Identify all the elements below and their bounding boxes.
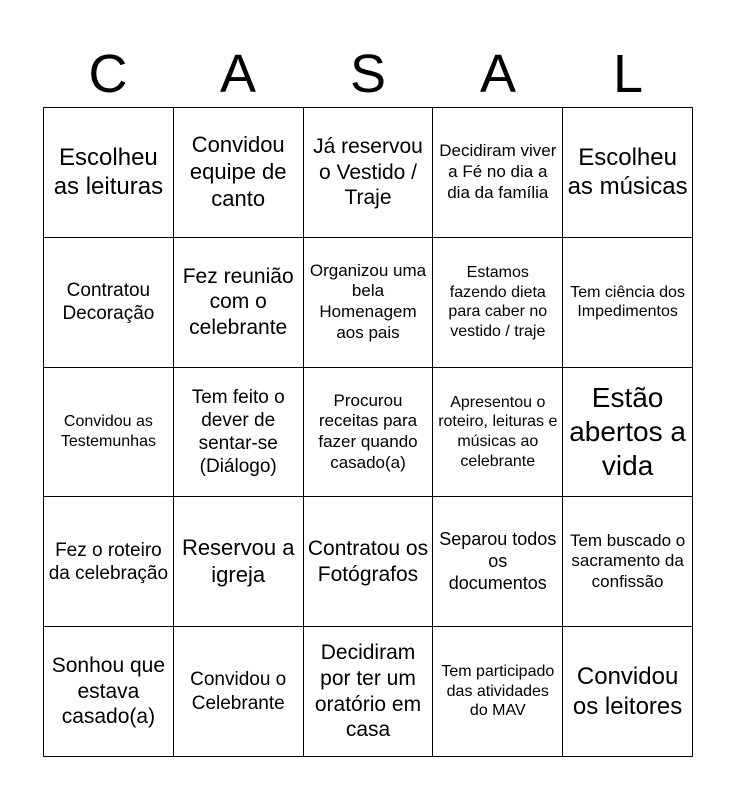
bingo-cell[interactable] [563,627,693,757]
cell-text: Apresentou o roteiro, leituras e músicas ao celebrante [438,393,558,470]
cell-text: Organizou uma bela Homenagem aos pais [309,260,427,342]
header-letter-a: A [219,44,257,104]
bingo-cell[interactable] [433,108,563,238]
bingo-card [43,107,693,757]
bingo-cell[interactable] [174,368,304,498]
cell-text: Escolheu as músicas [567,144,688,201]
cell-text: Estamos fazendo dieta para caber no vestido / traje [448,264,548,340]
bingo-cell[interactable] [563,497,693,627]
bingo-cell[interactable] [433,627,563,757]
bingo-cell[interactable] [174,108,304,238]
bingo-cell[interactable] [44,108,174,238]
cell-text: Contratou os Fotógrafos [307,537,429,586]
cell-text: Convidou os leitores [572,663,683,720]
cell-text: Tem participado das atividades do MAV [441,663,555,720]
bingo-cell[interactable] [563,368,693,498]
bingo-cell[interactable] [304,238,434,368]
bingo-cell[interactable] [563,238,693,368]
bingo-cell[interactable] [174,238,304,368]
header-letter-a: A [479,44,517,104]
cell-text: Tem feito o dever de sentar-se (Diálogo) [191,386,285,478]
cell-text: Reservou a igreja [181,534,295,587]
bingo-cell[interactable] [174,627,304,757]
cell-text: Já reservou o Vestido / Traje [313,134,423,210]
bingo-cell[interactable] [44,238,174,368]
bingo-cell[interactable] [304,627,434,757]
cell-text: Procurou receitas para fazer quando casado(a) [318,390,418,472]
cell-text: Decidiram viver a Fé no dia a dia da família [439,141,557,202]
bingo-cell[interactable] [304,108,434,238]
bingo-cell[interactable] [563,108,693,238]
bingo-cell[interactable] [44,627,174,757]
cell-text: Convidou as Testemunhas [60,413,156,450]
bingo-cell[interactable] [174,497,304,627]
bingo-cell[interactable] [304,368,434,498]
cell-text: Sonhou que estava casado(a) [51,654,166,729]
bingo-cell[interactable] [304,497,434,627]
cell-text: Estão abertos a vida [569,381,686,482]
bingo-header [43,42,693,106]
cell-text: Tem buscado o sacramento da confissão [569,530,686,592]
cell-text: Convidou equipe de canto [189,132,287,211]
cell-text: Fez o roteiro da celebração [48,539,169,584]
header-letter-c: C [88,44,128,104]
bingo-cell[interactable] [44,368,174,498]
cell-text: Convidou o Celebrante [190,669,287,714]
cell-text: Contratou Decoração [62,280,155,325]
cell-text: Escolheu as leituras [53,144,164,201]
bingo-cell[interactable] [433,368,563,498]
bingo-cell[interactable] [44,497,174,627]
header-letter-l: L [612,44,644,104]
cell-text: Decidiram por ter um oratório em casa [314,641,422,742]
cell-text: Fez reunião com o celebrante [182,264,294,339]
cell-text: Tem ciência dos Impedimentos [570,283,685,321]
cell-text: Separou todos os documentos [439,528,557,593]
bingo-cell[interactable] [433,497,563,627]
header-letter-s: S [349,44,387,104]
bingo-cell[interactable] [433,238,563,368]
